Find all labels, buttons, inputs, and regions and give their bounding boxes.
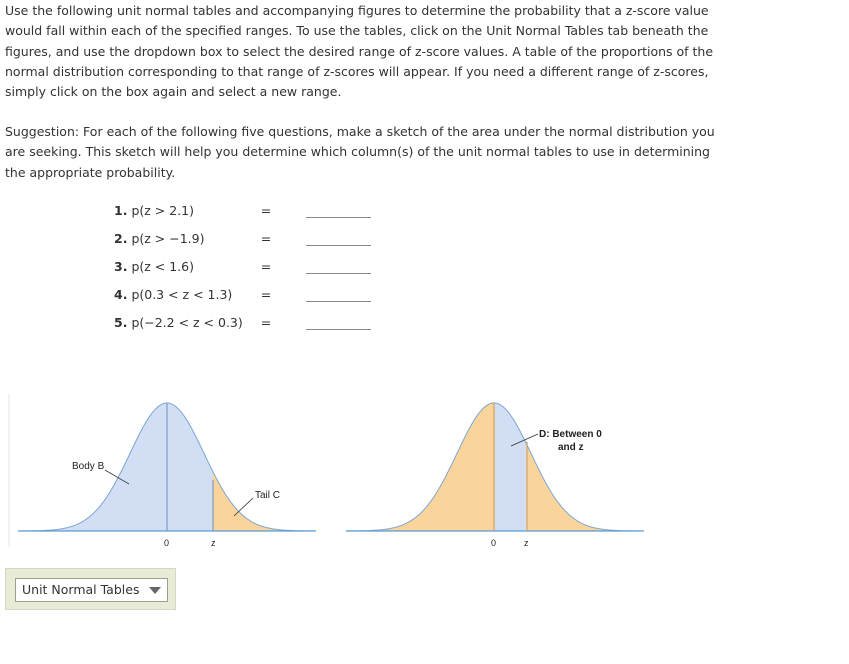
body-label: Body B [72,461,105,472]
instructions-paragraph: Use the following unit normal tables and accompanying figures to determine the probability that a z-score value would fall within each of the specified ranges. To use the tables, click on the Unit Normal Tables tab beneath the figures, and use the dropdown box to select the desired range of z-score values. A table of the proportions of the normal distribution corresponding to that range of z-scores will appear. If you need a different range of z-scores, simply click on the box again and select a new range. [5,3,714,100]
tail-region-left [346,403,494,531]
answer-blank[interactable] [306,301,371,302]
between-label-line1: D: Between 0 [539,429,602,440]
question-row [114,313,272,333]
tick-label-z: z [524,538,529,548]
question-expression: p(z > −1.9) [131,231,205,246]
question-expression: p(−2.2 < z < 0.3) [131,315,243,330]
question-row [114,257,272,277]
question-expression: p(0.3 < z < 1.3) [131,287,233,302]
dropdown-selected-value: Unit Normal Tables [22,582,140,597]
equals-sign: = [260,315,272,330]
question-expression: p(z < 1.6) [131,259,194,274]
question-row [114,229,272,249]
question-number: 5. [114,315,128,330]
answer-blank[interactable] [306,273,371,274]
question-row [114,201,272,221]
normal-curve-figure-between [344,392,656,552]
body-region [18,403,213,531]
answer-blank[interactable] [306,245,371,246]
question-row [114,285,272,305]
tail-region [213,472,316,531]
tick-label-zero: 0 [491,538,497,548]
tick-label-zero: 0 [164,538,170,548]
between-region [494,403,527,531]
equals-sign: = [260,231,272,246]
unit-normal-tables-tab [5,568,176,610]
equals-sign: = [260,203,272,218]
chevron-down-icon[interactable] [149,587,161,594]
answer-blank[interactable] [306,217,371,218]
question-number: 1. [114,203,128,218]
normal-curve-figure-body-tail [8,392,320,552]
question-number: 4. [114,287,128,302]
tail-region-right [527,445,644,531]
suggestion-paragraph: Suggestion: For each of the following five questions, make a sketch of the area under the normal distribution you are seeking. This sketch will help you determine which column(s) of the unit normal tables to use in determining the appropriate probability. [5,124,715,180]
between-label-line2: and z [558,442,584,453]
equals-sign: = [260,287,272,302]
question-expression: p(z > 2.1) [131,203,194,218]
equals-sign: = [260,259,272,274]
unit-normal-tables-dropdown[interactable] [15,578,168,602]
tail-label-pointer [234,498,253,516]
tick-label-z: z [211,538,216,548]
answer-blank[interactable] [306,329,371,330]
question-number: 2. [114,231,128,246]
question-number: 3. [114,259,128,274]
tail-label: Tail C [255,490,281,501]
